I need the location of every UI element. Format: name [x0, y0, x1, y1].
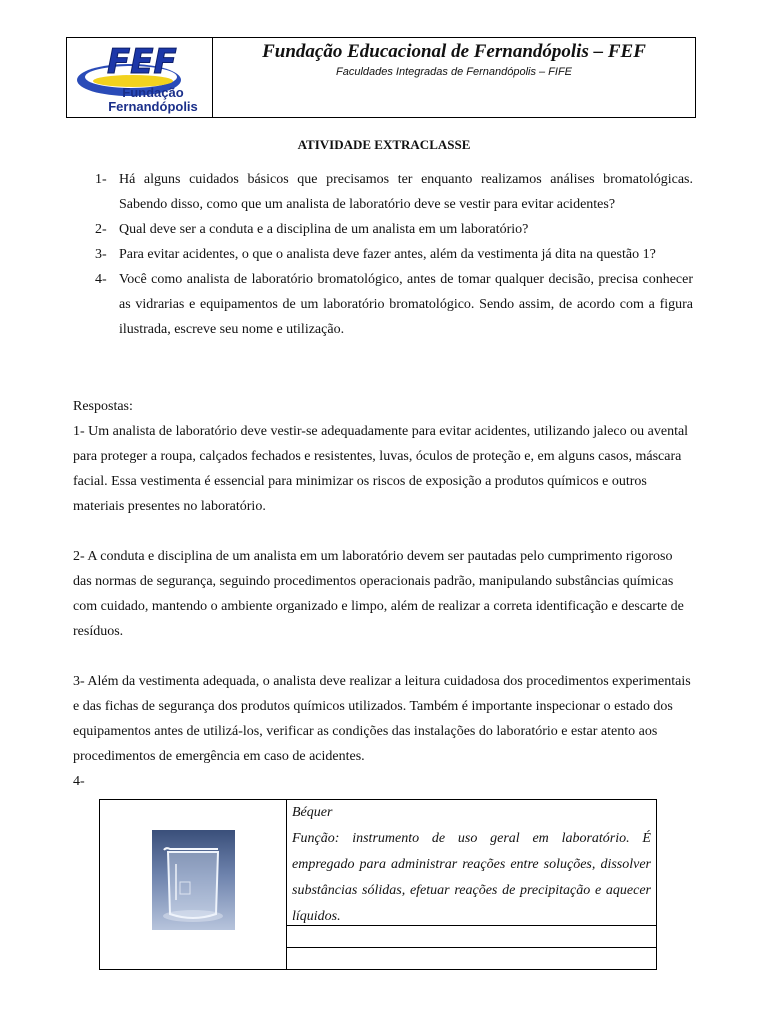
document-title: ATIVIDADE EXTRACLASSE	[297, 137, 471, 152]
equipment-table	[99, 799, 657, 970]
beaker-icon	[152, 830, 235, 930]
equipment-image-cell	[100, 800, 287, 969]
fef-logo	[67, 38, 213, 117]
logo-line1: Fundação	[122, 85, 184, 100]
question-text: Qual deve ser a conduta e a disciplina de um analista em um laboratório?	[119, 222, 529, 237]
question-number: 4-	[95, 272, 107, 287]
answer-2: 2- A conduta e disciplina de um analista em um laboratório devem ser pautadas pelo cumprimento rigoroso das normas de segurança, seguindo procedimentos operacionais padrão, manipulando substâncias químicas com cuidado, mantendo o ambiente organizado e limpo, além de realizar a correta identificação e descarte de resíduos.	[73, 549, 684, 639]
answer-1: 1- Um analista de laboratório deve vestir-se adequadamente para evitar acidentes, utilizando jaleco ou avental para proteger a roupa, calçados fechados e resistentes, luvas, óculos de proteção e, em alguns casos, máscara facial. Essa vestimenta é essencial para minimizar os riscos de exposição a produtos químicos e outros materiais presentes no laboratório.	[73, 424, 689, 514]
question-text: Para evitar acidentes, o que o analista deve fazer antes, além da vestimenta já dita na questão 1?	[119, 247, 656, 262]
question-text: Você como analista de laboratório bromatológico, antes de tomar qualquer decisão, precisa conhecer as vidrarias e equipamentos de um laboratório bromatológico. Sendo assim, de acordo com a figura ilustrada, escreve seu nome e utilização.	[119, 272, 693, 337]
question-number: 1-	[95, 172, 107, 187]
answer-4-label: 4-	[73, 774, 85, 789]
logo-line2: Fernandópolis	[108, 99, 198, 114]
beaker-photo	[152, 830, 235, 930]
institution-subtitle: Faculdades Integradas de Fernandópolis – FIFE	[335, 66, 573, 78]
equipment-description	[287, 800, 656, 926]
question-item	[95, 217, 693, 242]
question-list	[95, 167, 693, 342]
empty-row	[287, 926, 656, 948]
equipment-description-cell	[287, 800, 656, 969]
header-title-cell	[213, 38, 695, 117]
question-item	[95, 167, 693, 217]
answer-3: 3- Além da vestimenta adequada, o analista deve realizar a leitura cuidadosa dos procedimentos experimentais e das fichas de segurança dos produtos químicos utilizados. Também é importante inspecionar o estado dos equipamentos antes de utilizá-los, verificar as condições das instalações do laboratório e estar atento aos procedimentos de emergência em caso de acidentes.	[73, 674, 691, 764]
equipment-name: Béquer	[292, 805, 333, 820]
question-text: Há alguns cuidados básicos que precisamos ter enquanto realizamos análises bromatológicas. Sabendo disso, como que um analista de laboratório deve se vestir para evitar acidentes?	[119, 172, 693, 212]
document-header	[66, 37, 696, 118]
question-item	[95, 242, 693, 267]
answers-heading: Respostas:	[73, 399, 133, 414]
equipment-function: Função: instrumento de uso geral em laboratório. É empregado para administrar reações entre soluções, dissolver substâncias sólidas, efetuar reações de precipitação e aquecer líquidos.	[292, 831, 651, 924]
question-number: 2-	[95, 222, 107, 237]
answers-section	[73, 394, 693, 794]
question-item	[95, 267, 693, 342]
institution-title: Fundação Educacional de Fernandópolis – FEF	[262, 41, 646, 62]
logo-letters: FEF	[107, 42, 177, 82]
empty-row	[287, 948, 656, 969]
question-number: 3-	[95, 247, 107, 262]
